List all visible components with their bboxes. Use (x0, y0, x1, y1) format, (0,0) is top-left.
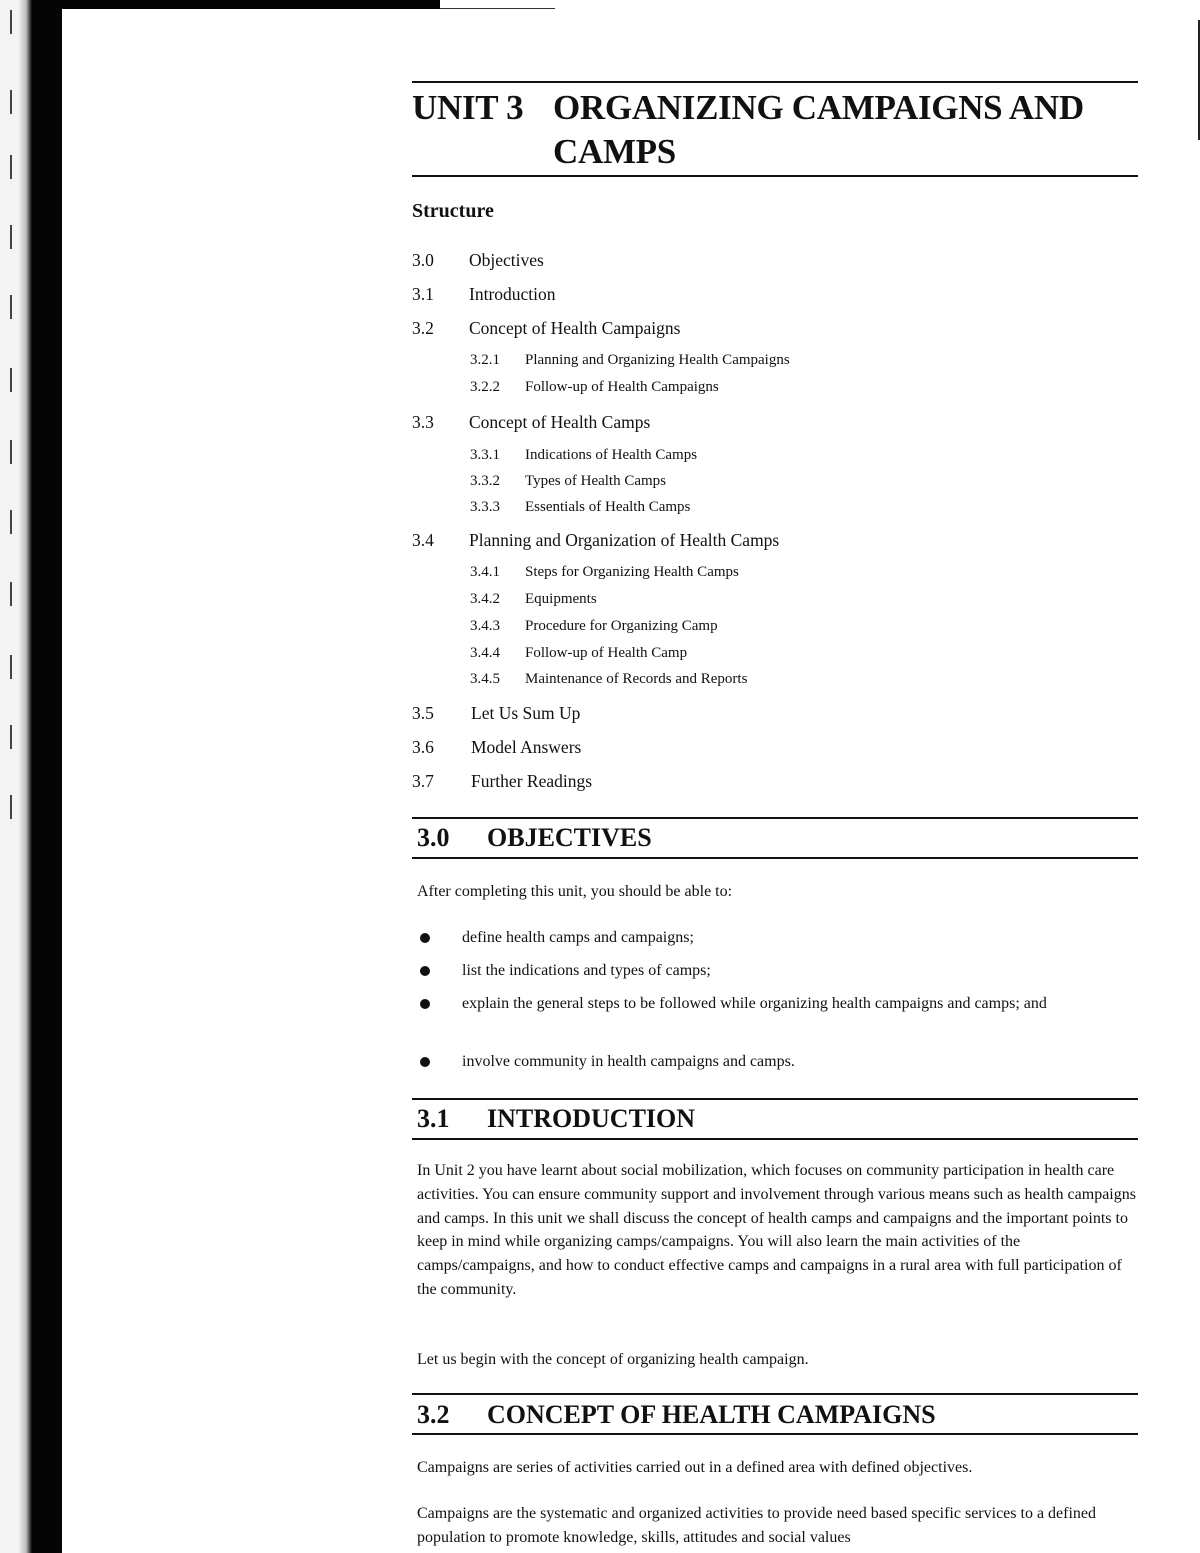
toc-label: Objectives (469, 250, 544, 270)
toc-label: Model Answers (471, 737, 582, 757)
toc-number: 3.4.1 (470, 564, 500, 580)
toc-label: Concept of Health Camps (469, 412, 651, 432)
unit-rule-bottom (412, 175, 1138, 177)
structure-heading: Structure (412, 200, 494, 222)
scan-tick (10, 155, 12, 179)
toc-label: Equipments (525, 591, 597, 607)
scan-tick (10, 10, 12, 34)
scan-tick (10, 368, 12, 392)
section-number: 3.2 (417, 1400, 450, 1429)
list-item-text: explain the general steps to be followed while organizing health campaigns and camps; and (462, 995, 1047, 1012)
section-number: 3.1 (417, 1104, 450, 1133)
toc-label: Steps for Organizing Health Camps (525, 564, 739, 580)
toc-label: Follow-up of Health Campaigns (525, 379, 719, 395)
section-rule-bottom (412, 1433, 1138, 1435)
unit-title-text: ORGANIZING CAMPAIGNS AND CAMPS (553, 88, 1084, 171)
objectives-intro: After completing this unit, you should be able to: (417, 883, 733, 900)
bullet-icon (420, 933, 430, 943)
toc-label: Procedure for Organizing Camp (525, 618, 718, 634)
toc-label: Let Us Sum Up (471, 703, 581, 723)
bullet-icon (420, 966, 430, 976)
list-item-text: involve community in health campaigns and camps. (462, 1053, 795, 1070)
toc-number: 3.4 (412, 530, 434, 550)
toc-number: 3.2 (412, 318, 434, 338)
scan-top-border (40, 0, 440, 9)
introduction-paragraph-2: Let us begin with the concept of organizing health campaign. (417, 1351, 809, 1368)
toc-number: 3.3.1 (470, 447, 500, 463)
list-item-text: define health camps and campaigns; (462, 929, 694, 946)
toc-number: 3.0 (412, 250, 434, 270)
toc-label: Follow-up of Health Camp (525, 645, 688, 661)
concept-paragraph-2: Campaigns are the systematic and organized activities to provide need based specific services to a defined population to promote knowledge, skills, attitudes and social values (417, 1505, 1097, 1546)
section-rule-bottom (412, 857, 1138, 859)
section-title: OBJECTIVES (487, 823, 652, 852)
toc-label: Further Readings (471, 771, 593, 791)
scan-top-line (440, 8, 555, 9)
toc-number: 3.5 (412, 703, 434, 723)
toc-number: 3.3.2 (470, 473, 500, 489)
scan-tick (10, 440, 12, 464)
scan-tick (10, 795, 12, 819)
scan-tick (10, 90, 12, 114)
toc-number: 3.4.3 (470, 618, 500, 634)
scan-tick (10, 295, 12, 319)
toc-number: 3.6 (412, 737, 434, 757)
toc-number: 3.2.2 (470, 379, 500, 395)
section-rule-bottom (412, 1138, 1138, 1140)
section-title: INTRODUCTION (487, 1104, 696, 1133)
scan-tick (10, 225, 12, 249)
bullet-icon (420, 1057, 430, 1067)
unit-number: UNIT 3 (412, 88, 524, 127)
toc-label: Maintenance of Records and Reports (525, 671, 748, 687)
scan-tick (10, 655, 12, 679)
list-item-text: list the indications and types of camps; (462, 962, 711, 979)
introduction-paragraph: In Unit 2 you have learnt about social mobilization, which focuses on community participation in health care activities. You can ensure community support and involvement through various means such as health campaigns and camps. In this unit we shall discuss the concept of health camps and campaigns and the important points to keep in mind while organizing camps/campaigns. You will also learn the main activities of the camps/campaigns, and how to conduct effective camps and campaigns in a rural area with full participation of the community. (417, 1162, 1136, 1298)
section-rule-top (412, 1098, 1138, 1100)
toc-number: 3.3 (412, 412, 434, 432)
section-title: CONCEPT OF HEALTH CAMPAIGNS (487, 1400, 936, 1429)
concept-paragraph: Campaigns are series of activities carried out in a defined area with defined objectives. (417, 1459, 973, 1476)
toc-number: 3.7 (412, 771, 434, 791)
toc-label: Planning and Organizing Health Campaigns (525, 352, 790, 368)
toc-number: 3.4.5 (470, 671, 500, 687)
toc-label: Introduction (469, 284, 556, 304)
section-rule-top (412, 1393, 1138, 1395)
scan-left-margin (0, 0, 32, 1553)
toc-label: Concept of Health Campaigns (469, 318, 681, 338)
toc-number: 3.1 (412, 284, 434, 304)
section-number: 3.0 (417, 823, 450, 852)
section-rule-top (412, 817, 1138, 819)
toc-label: Types of Health Camps (525, 473, 667, 489)
toc-number: 3.4.2 (470, 591, 500, 607)
toc-number: 3.4.4 (470, 645, 500, 661)
toc-label: Indications of Health Camps (525, 447, 698, 463)
toc-label: Planning and Organization of Health Camps (469, 530, 780, 550)
toc-label: Essentials of Health Camps (525, 499, 691, 515)
scan-tick (10, 582, 12, 606)
scan-tick (10, 510, 12, 534)
unit-rule-top (412, 81, 1138, 83)
toc-number: 3.3.3 (470, 499, 500, 515)
toc-number: 3.2.1 (470, 352, 500, 368)
bullet-icon (420, 999, 430, 1009)
scan-tick (10, 725, 12, 749)
